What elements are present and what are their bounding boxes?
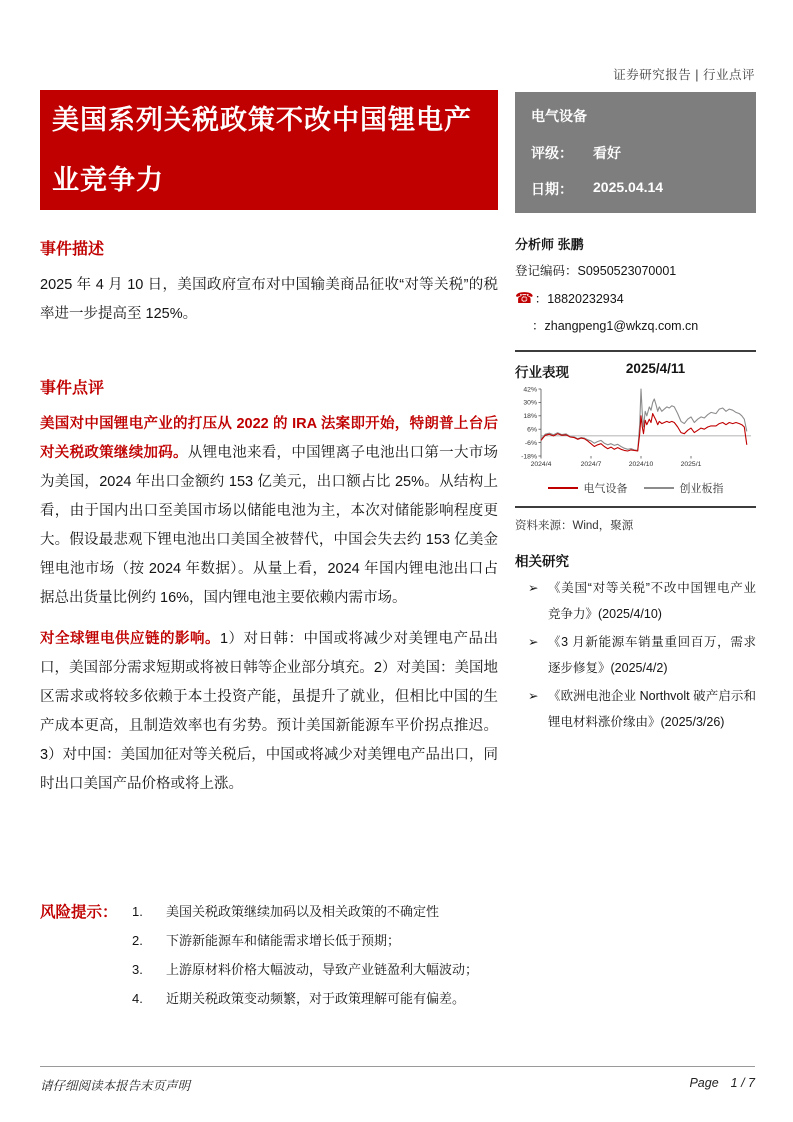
- paragraph-1-lead: 美国对中国锂电产业的打压从 2022 的 IRA 法案即开始，特朗普上台后对关税政策继续加码。: [40, 416, 498, 461]
- risk-label: 风险提示：: [40, 904, 118, 921]
- legend-line-swatch: [548, 487, 578, 489]
- svg-text:18%: 18%: [523, 413, 537, 421]
- risk-item: 1. 美国关税政策继续加码以及相关政策的不确定性: [132, 904, 440, 919]
- event-description-heading: 事件描述: [40, 241, 105, 258]
- analyst-block: [515, 231, 756, 340]
- data-source: 资料来源：Wind，聚源: [515, 520, 634, 532]
- date-row: [531, 179, 740, 199]
- rating-row: [531, 143, 740, 163]
- registration-row: [515, 258, 756, 285]
- risk-item: 4. 近期关税政策变动频繁，对于政策理解可能有偏差。: [132, 991, 466, 1006]
- related-research-item: ➢ 《美国“对等关税”不改中国锂电产业竞争力》(2025/4/10): [515, 575, 756, 627]
- arrow-bullet-icon: ➢: [528, 689, 539, 703]
- analyst-person: 张鹏: [557, 237, 584, 252]
- risk-item: 2. 下游新能源车和储能需求增长低于预期；: [132, 933, 401, 948]
- paragraph-2-lead: 对全球锂电供应链的影响。: [40, 631, 220, 647]
- page-number: [677, 1076, 755, 1094]
- rating-value: 看好: [593, 144, 621, 161]
- risk-section: [40, 897, 498, 1013]
- legend-line-swatch: [644, 487, 674, 489]
- industry-performance-chart: [515, 384, 756, 480]
- chart-date: 2025/4/11: [625, 361, 686, 376]
- chart-legend: [515, 480, 756, 496]
- report-title: 美国系列关税政策不改中国锂电产业竞争力: [40, 90, 498, 210]
- registration-label: 登记编码：: [515, 264, 578, 278]
- event-comment-paragraph-2: [40, 625, 498, 799]
- phone-row: [515, 285, 756, 313]
- footer-disclaimer: 请仔细阅读本报告末页声明: [40, 1079, 191, 1093]
- svg-text:-6%: -6%: [524, 439, 537, 447]
- date-label: 日期：: [531, 181, 573, 197]
- related-research-heading: 相关研究: [515, 554, 569, 569]
- svg-text:2025/1: 2025/1: [680, 461, 702, 468]
- chart-title: 行业表现: [515, 365, 569, 380]
- risk-list: [132, 897, 478, 1013]
- svg-text:6%: 6%: [527, 426, 537, 434]
- page-label: Page: [689, 1076, 719, 1090]
- svg-text:2024/10: 2024/10: [628, 461, 654, 468]
- industry-name: 电气设备: [531, 108, 587, 124]
- related-research-item: ➢ 《3 月新能源车销量重回百万，需求逐步修复》(2025/4/2): [515, 629, 756, 681]
- divider: [515, 506, 756, 508]
- svg-text:30%: 30%: [523, 399, 537, 407]
- svg-text:2024/7: 2024/7: [580, 461, 602, 468]
- svg-text:2024/4: 2024/4: [530, 461, 552, 468]
- event-description-text: 2025 年 4 月 10 日，美国政府宣布对中国输美商品征收“对等关税”的税率进一步提高至 125%。: [40, 277, 498, 322]
- main-column: [40, 90, 498, 1013]
- rating-label: 评级：: [531, 144, 573, 161]
- paragraph-1-rest: 从锂电池来看，中国锂离子电池出口第一大市场为美国，2024 年出口金额约 153 亿美元，出口额占比 25%。从结构上看，由于国内出口至美国市场以储能电池为主，本次对储能影响程度更大。假设最悲观下锂电池出口美国全被替代，中国会失去约 153 亿美金锂电池市场（按 2024 年数据）。从量上看，2024 年国内锂电池出口占据总出货量比例约 16%，国内锂电池主要依赖内需市场。: [40, 445, 499, 606]
- legend-item: [644, 480, 724, 496]
- arrow-bullet-icon: ➢: [528, 581, 539, 595]
- divider: [515, 350, 756, 352]
- industry-info-box: [515, 92, 756, 213]
- report-type-header: 证券研究报告 | 行业点评: [613, 68, 755, 82]
- email-address: ：zhangpeng1@wkzq.com.cn: [532, 319, 699, 333]
- footer-divider: [40, 1066, 755, 1067]
- email-row: [515, 313, 756, 340]
- analyst-label: 分析师: [515, 237, 555, 252]
- registration-code: S0950523070001: [577, 264, 677, 278]
- event-comment-heading: 事件点评: [40, 380, 105, 397]
- related-research-list: [515, 575, 756, 735]
- event-comment-paragraph-1: [40, 410, 498, 613]
- risk-item: 3. 上游原材料价格大幅波动，导致产业链盈利大幅波动；: [132, 962, 479, 977]
- svg-text:-18%: -18%: [521, 453, 537, 461]
- arrow-bullet-icon: ➢: [528, 635, 539, 649]
- phone-number: ：18820232934: [534, 292, 624, 306]
- footer: [40, 1076, 755, 1094]
- analyst-name: [515, 231, 756, 258]
- date-value: 2025.04.14: [593, 179, 664, 195]
- sidebar-column: [515, 92, 756, 735]
- legend-label: 创业板指: [679, 483, 724, 495]
- paragraph-2-rest: 1）对日韩：中国或将减少对美锂电产品出口，美国部分需求短期或将被日韩等企业部分填充。2）对美国：美国地区需求或将较多依赖于本土投资产能，虽提升了就业，但相比中国的生产成本更高，且制造效率也有劣势。预计美国新能源车平价拐点推迟。3）对中国：美国加征对等关税后，中国或将减少对美锂电产品出口，同时出口美国产品价格或将上涨。: [40, 631, 498, 792]
- page-value: 1 / 7: [730, 1076, 755, 1090]
- related-research-item: ➢ 《欧洲电池企业 Northvolt 破产启示和锂电材料涨价缘由》(2025/3/26): [515, 683, 756, 735]
- legend-item: [548, 480, 628, 496]
- legend-label: 电气设备: [583, 483, 628, 495]
- chart-header: [515, 361, 756, 381]
- svg-text:42%: 42%: [523, 386, 537, 394]
- phone-icon: ☎: [515, 290, 534, 307]
